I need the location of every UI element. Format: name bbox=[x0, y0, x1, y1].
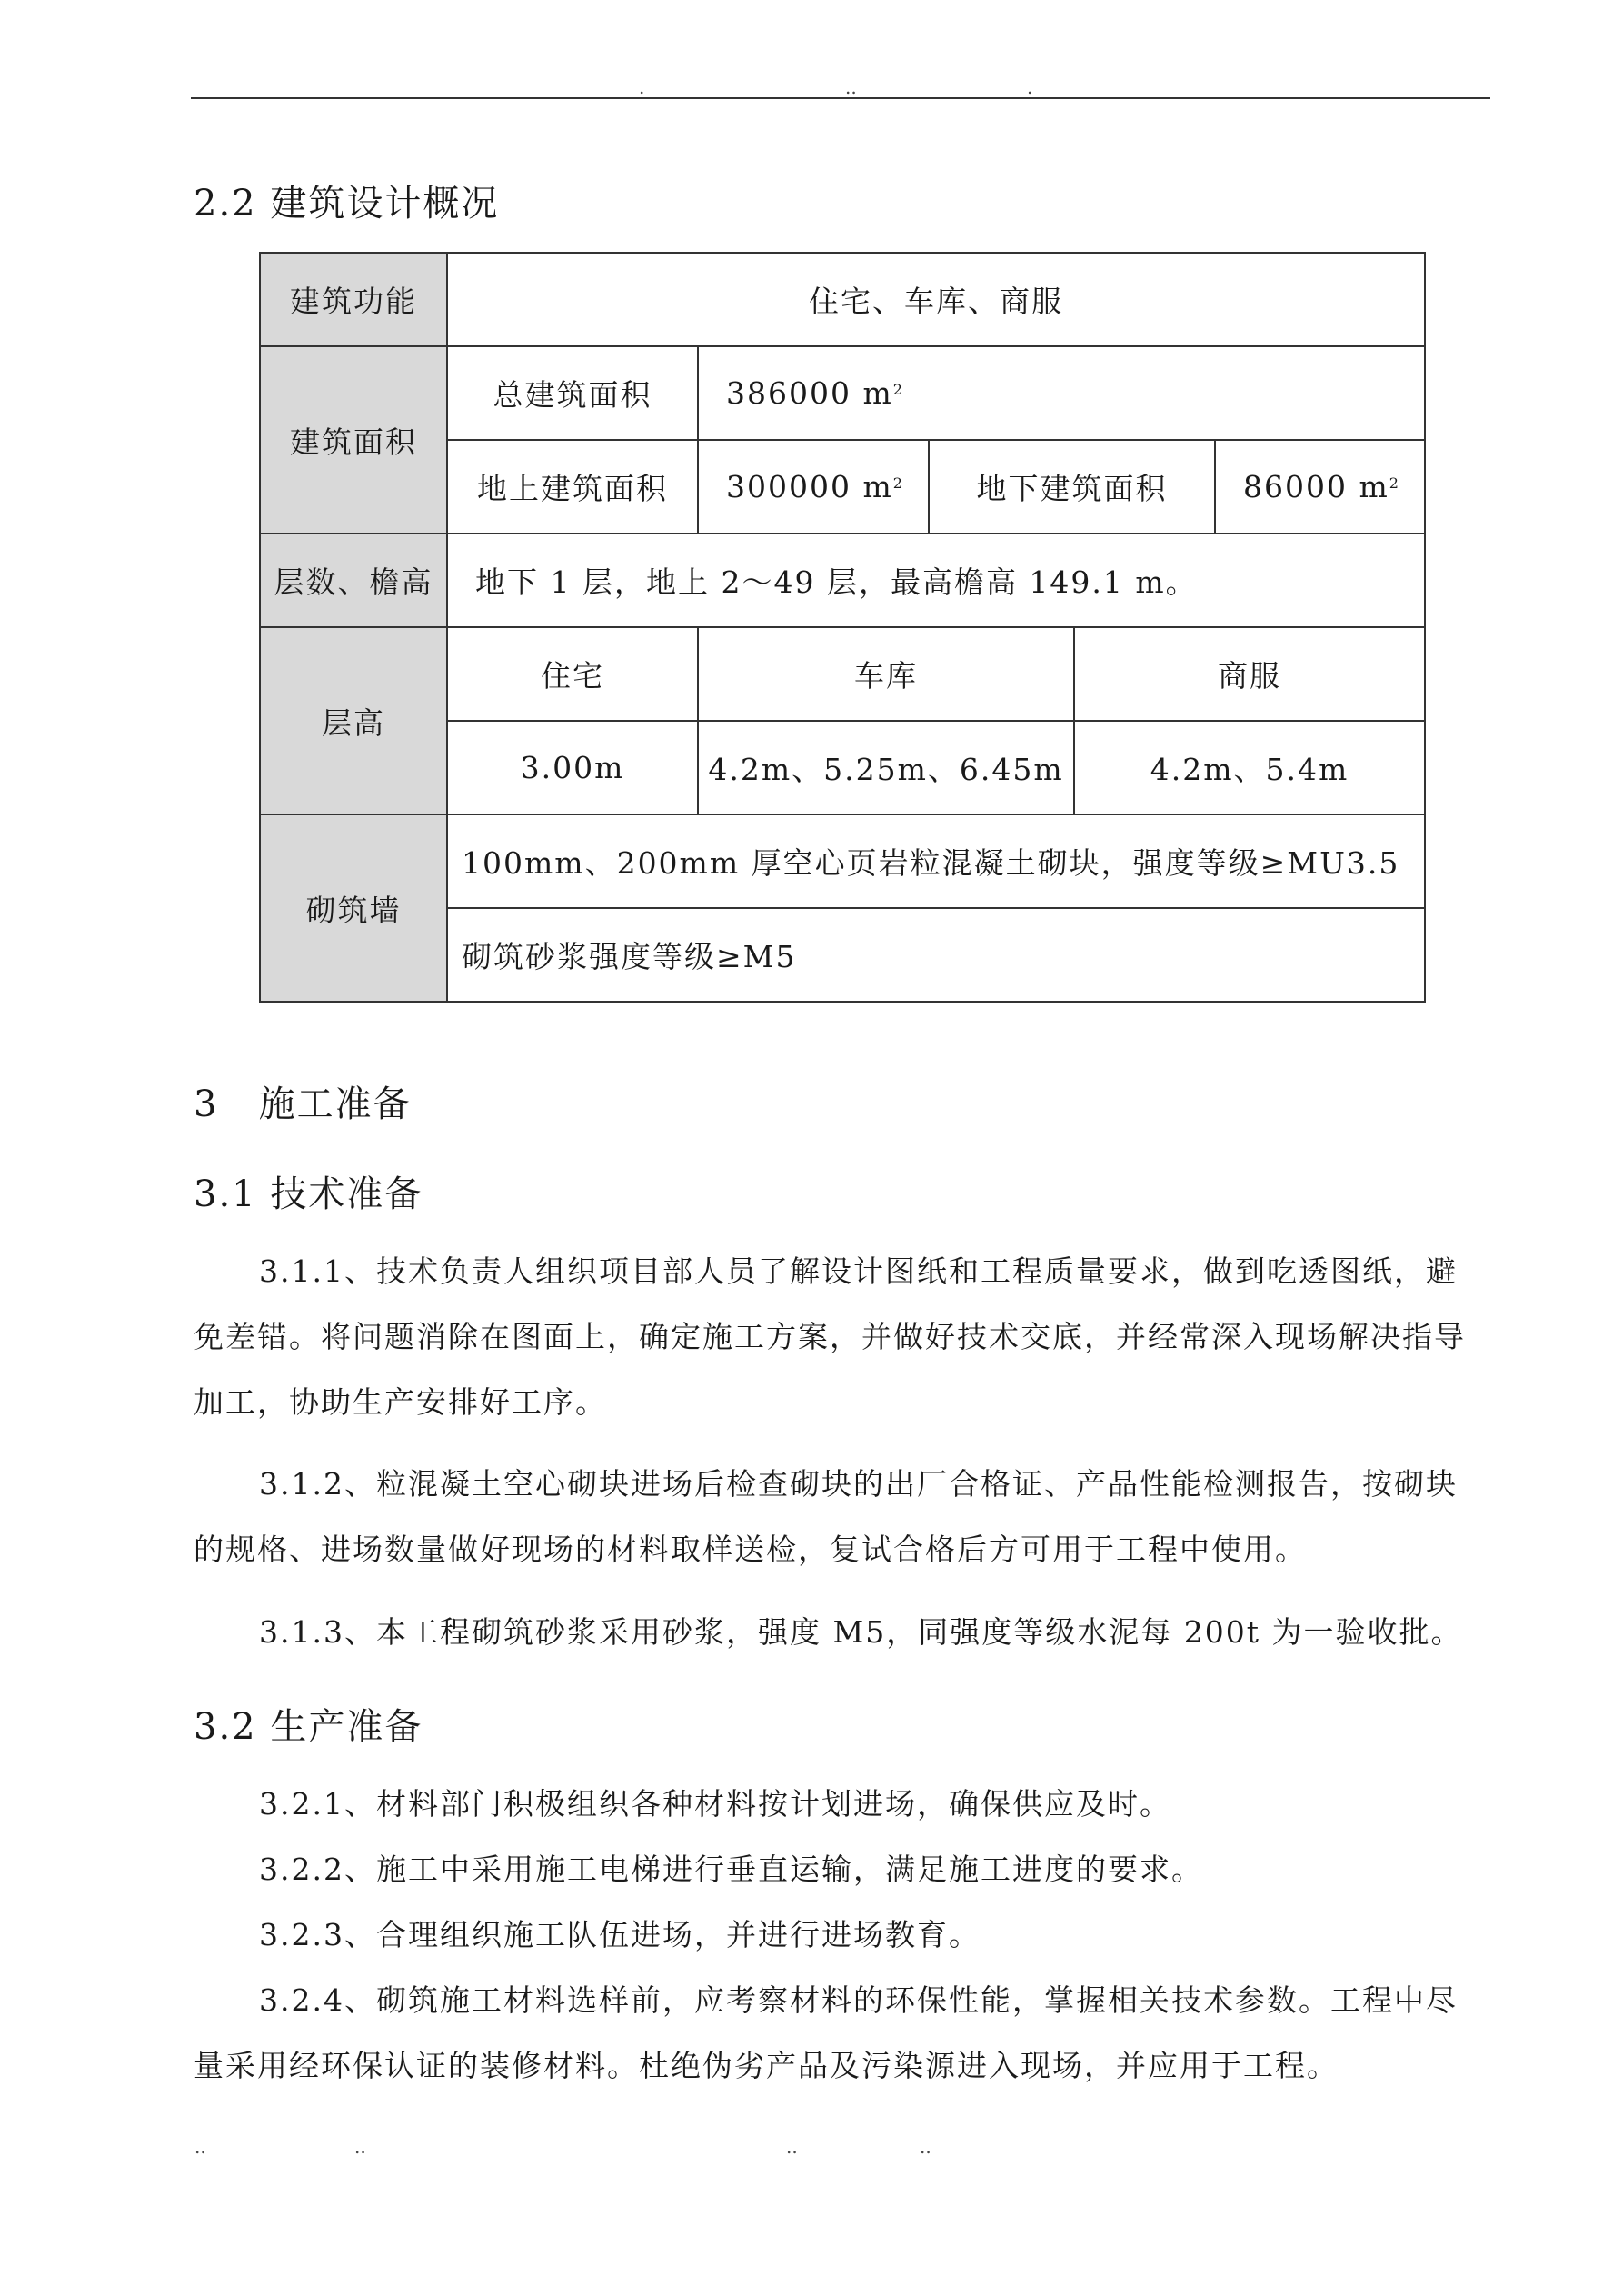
below-area-value: 86000 $m^2$ bbox=[1215, 440, 1425, 534]
function-value: 住宅、车库、商服 bbox=[447, 253, 1425, 346]
wall-line-1: 100mm、200mm 厚空心页岩粒混凝土砌块，强度等级≥MU3.5 bbox=[447, 814, 1425, 908]
height-col-garage: 车库 bbox=[698, 627, 1074, 721]
paragraph: 3.1.2、粒混凝土空心砌块进场后检查砌块的出厂合格证、产品性能检测报告，按砌块的规格、进场数量做好现场的材料取样送检，复试合格后方可用于工程中使用。 bbox=[194, 1466, 1458, 1567]
footer-dot: .. bbox=[920, 2136, 931, 2158]
total-area-label: 总建筑面积 bbox=[447, 346, 698, 440]
footer-dot: .. bbox=[354, 2136, 366, 2158]
list-item: 3.2.1、材料部门积极组织各种材料按计划进场，确保供应及时。 bbox=[259, 1786, 1171, 1822]
function-label: 建筑功能 bbox=[260, 253, 447, 346]
floors-label: 层数、檐高 bbox=[260, 534, 447, 627]
below-area-label: 地下建筑面积 bbox=[929, 440, 1215, 534]
table-row bbox=[260, 346, 1425, 440]
above-area-label: 地上建筑面积 bbox=[447, 440, 698, 534]
floors-value: 地下 1 层，地上 2～49 层，最高檐高 149.1 m。 bbox=[447, 534, 1425, 627]
height-val-commercial: 4.2m、5.4m bbox=[1074, 721, 1425, 814]
table-row bbox=[260, 534, 1425, 627]
header-dot: .. bbox=[845, 76, 857, 98]
total-area-value: 386000 $m^2$ bbox=[698, 346, 1425, 440]
height-val-garage: 4.2m、5.25m、6.45m bbox=[698, 721, 1074, 814]
header-dot: . bbox=[639, 76, 645, 98]
footer-dot: .. bbox=[194, 2136, 206, 2158]
table-row bbox=[260, 253, 1425, 346]
height-col-residential: 住宅 bbox=[447, 627, 698, 721]
section-3-2-title: 3.2 生产准备 bbox=[194, 1706, 423, 1748]
header-dot: . bbox=[1027, 76, 1033, 98]
wall-label: 砌筑墙 bbox=[260, 814, 447, 1002]
table-row bbox=[260, 814, 1425, 908]
section-3-title: 3 施工准备 bbox=[194, 1083, 412, 1125]
height-val-residential: 3.00m bbox=[447, 721, 698, 814]
height-label: 层高 bbox=[260, 627, 447, 814]
building-design-table bbox=[259, 252, 1426, 1003]
table-row bbox=[260, 627, 1425, 721]
above-area-value: 300000 $m^2$ bbox=[698, 440, 929, 534]
area-label: 建筑面积 bbox=[260, 346, 447, 534]
section-3-1-title: 3.1 技术准备 bbox=[194, 1173, 423, 1215]
wall-line-2: 砌筑砂浆强度等级≥M5 bbox=[447, 908, 1425, 1002]
footer-dot: .. bbox=[786, 2136, 798, 2158]
section-2-2-title: 2.2 建筑设计概况 bbox=[194, 183, 500, 225]
paragraph: 3.1.3、本工程砌筑砂浆采用砂浆，强度 M5，同强度等级水泥每 200t 为一验收批。 bbox=[259, 1614, 1463, 1650]
list-item: 3.2.2、施工中采用施工电梯进行垂直运输，满足施工进度的要求。 bbox=[259, 1852, 1203, 1887]
paragraph: 3.1.1、技术负责人组织项目部人员了解设计图纸和工程质量要求，做到吃透图纸，避免差错。将问题消除在图面上，确定施工方案，并做好技术交底，并经常深入现场解决指导加工，协助生产安排好工序。 bbox=[194, 1253, 1466, 1420]
height-col-commercial: 商服 bbox=[1074, 627, 1425, 721]
header-rule bbox=[191, 97, 1490, 99]
list-item: 3.2.4、砌筑施工材料选样前，应考察材料的环保性能，掌握相关技术参数。工程中尽量采用经环保认证的装修材料。杜绝伪劣产品及污染源进入现场，并应用于工程。 bbox=[194, 1982, 1458, 2083]
list-item: 3.2.3、合理组织施工队伍进场，并进行进场教育。 bbox=[259, 1917, 981, 1952]
